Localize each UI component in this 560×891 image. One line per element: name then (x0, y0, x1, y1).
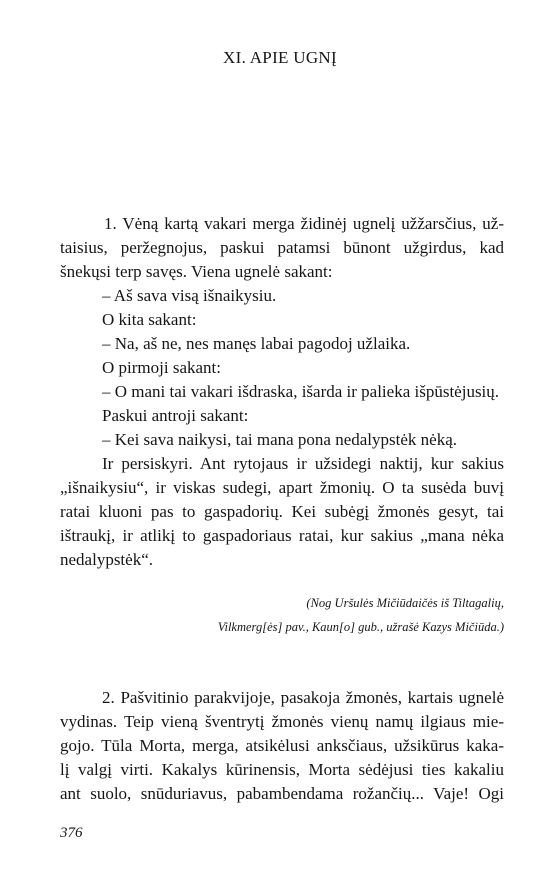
text-line: Paskui antroji sakant: (102, 406, 249, 425)
text-line: šnekųsi terp savęs. Viena ugnelė sakant: (60, 262, 333, 281)
source-attribution-line: (Nog Uršulės Mičiūdaičės iš Tiltagalių, (306, 596, 504, 610)
text-line: O pirmoji sakant: (102, 358, 221, 377)
page-number: 376 (60, 825, 83, 841)
dialogue-line: – O mani tai vakari išdraska, išarda ir palieka išpūstėjusių. (102, 382, 500, 401)
text-line: lį valgį virti. Kakalys kūrinensis, Morta sėdėjusi ties kakaliu (60, 760, 504, 779)
dialogue-line: – Na, aš ne, nes manęs labai pagodoj užlaika. (102, 334, 411, 353)
text-line: vydinas. Teip vieną šventrytį žmonės vienų namų ilgiaus mie- (60, 712, 504, 731)
text-line: O kita sakant: (102, 310, 197, 329)
text-line: ištraukį, ir atlikį to gaspadoriaus ratai, kur sakius „mana nėka (60, 526, 504, 545)
text-line: ratai kluoni pas to gaspadorių. Kei subėgį žmonės gesyt, tai (60, 502, 504, 521)
text-line: taisius, peržegnojus, paskui patamsi būnont užgirdus, kad (60, 238, 504, 257)
text-line: Ir persiskyri. Ant rytojaus ir užsidegi naktij, kur sakius (102, 454, 504, 473)
text-line: nedalypstėk“. (60, 550, 153, 569)
dialogue-line: – Kei sava naikysi, tai mana pona nedalypstėk nėką. (102, 430, 457, 449)
text-line: 2. Pašvitinio parakvijoje, pasakoja žmonės, kartais ugnelė (102, 688, 504, 707)
text-line: 1. Vėną kartą vakari merga židinėj ugnelį užžarsčius, už- (104, 214, 504, 233)
dialogue-line: – Aš sava visą išnaikysiu. (102, 286, 277, 305)
text-line: ant suolo, snūduriavus, pabambendama rožančių... Vaje! Ogi (60, 784, 504, 803)
source-attribution-line: Vilkmerg[ės] pav., Kaun[o] gub., užrašė Kazys Mičiūda.) (217, 620, 504, 634)
chapter-title: XI. APIE UGNĮ (223, 48, 337, 67)
text-line: „išnaikysiu“, ir viskas sudegi, apart žmonių. O ta susėda buvį (60, 478, 504, 497)
text-line: gojo. Tūla Morta, merga, atsikėlusi anksčiaus, užsikūrus kaka- (60, 736, 504, 755)
